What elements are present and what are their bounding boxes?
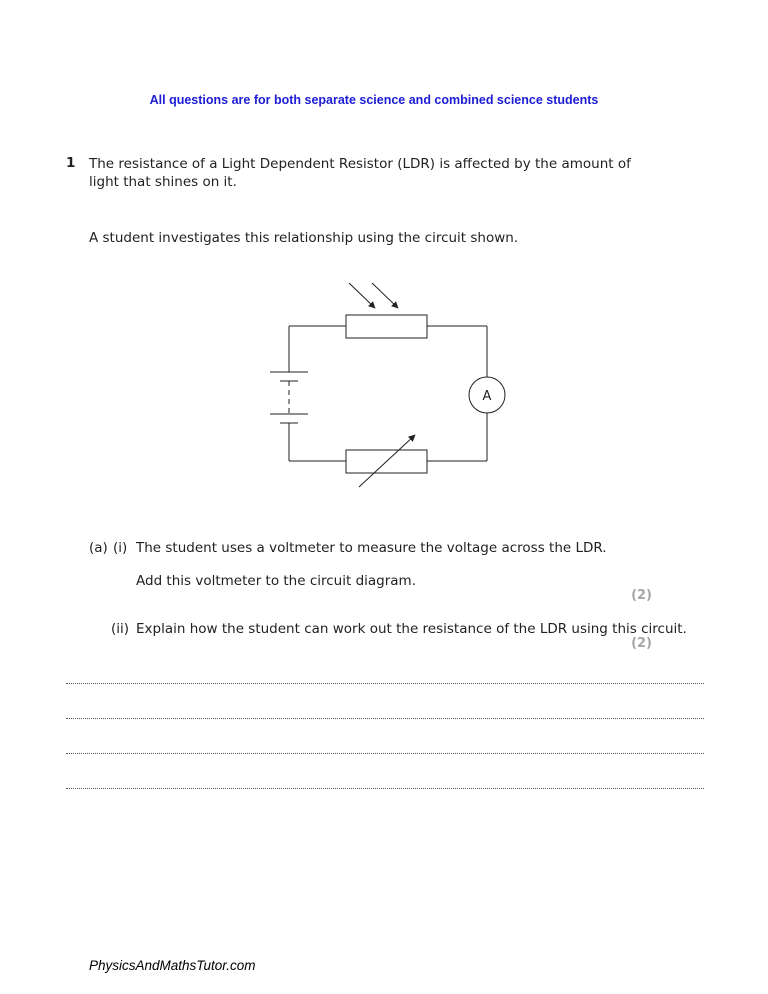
question-setup: A student investigates this relationship using the circuit shown. [89,230,519,246]
answer-line[interactable] [66,683,704,684]
part-a-ii-text: Explain how the student can work out the resistance of the LDR using this circuit. [136,621,687,637]
part-a-label: (a) [89,540,108,556]
question-number: 1 [66,155,76,171]
question-intro: The resistance of a Light Dependent Resistor (LDR) is affected by the amount of light that shines on it. [89,156,631,190]
answer-line[interactable] [66,788,704,789]
page-banner: All questions are for both separate science and combined science students [149,93,599,107]
light-arrow-2 [372,283,398,308]
part-a-ii-marks: (2) [631,636,652,651]
part-a-i-marks: (2) [631,588,652,603]
part-a-i-text: The student uses a voltmeter to measure the voltage across the LDR. [136,540,607,556]
ammeter-label: A [482,389,492,404]
answer-line[interactable] [66,753,704,754]
part-a-i-task: Add this voltmeter to the circuit diagram. [136,573,416,589]
part-a-i-label: (i) [113,540,128,556]
part-a-ii-label: (ii) [111,621,130,637]
footer-source: PhysicsAndMathsTutor.com [89,958,256,973]
light-arrow-1 [349,283,375,308]
answer-line[interactable] [66,718,704,719]
ldr-resistor [346,315,427,338]
